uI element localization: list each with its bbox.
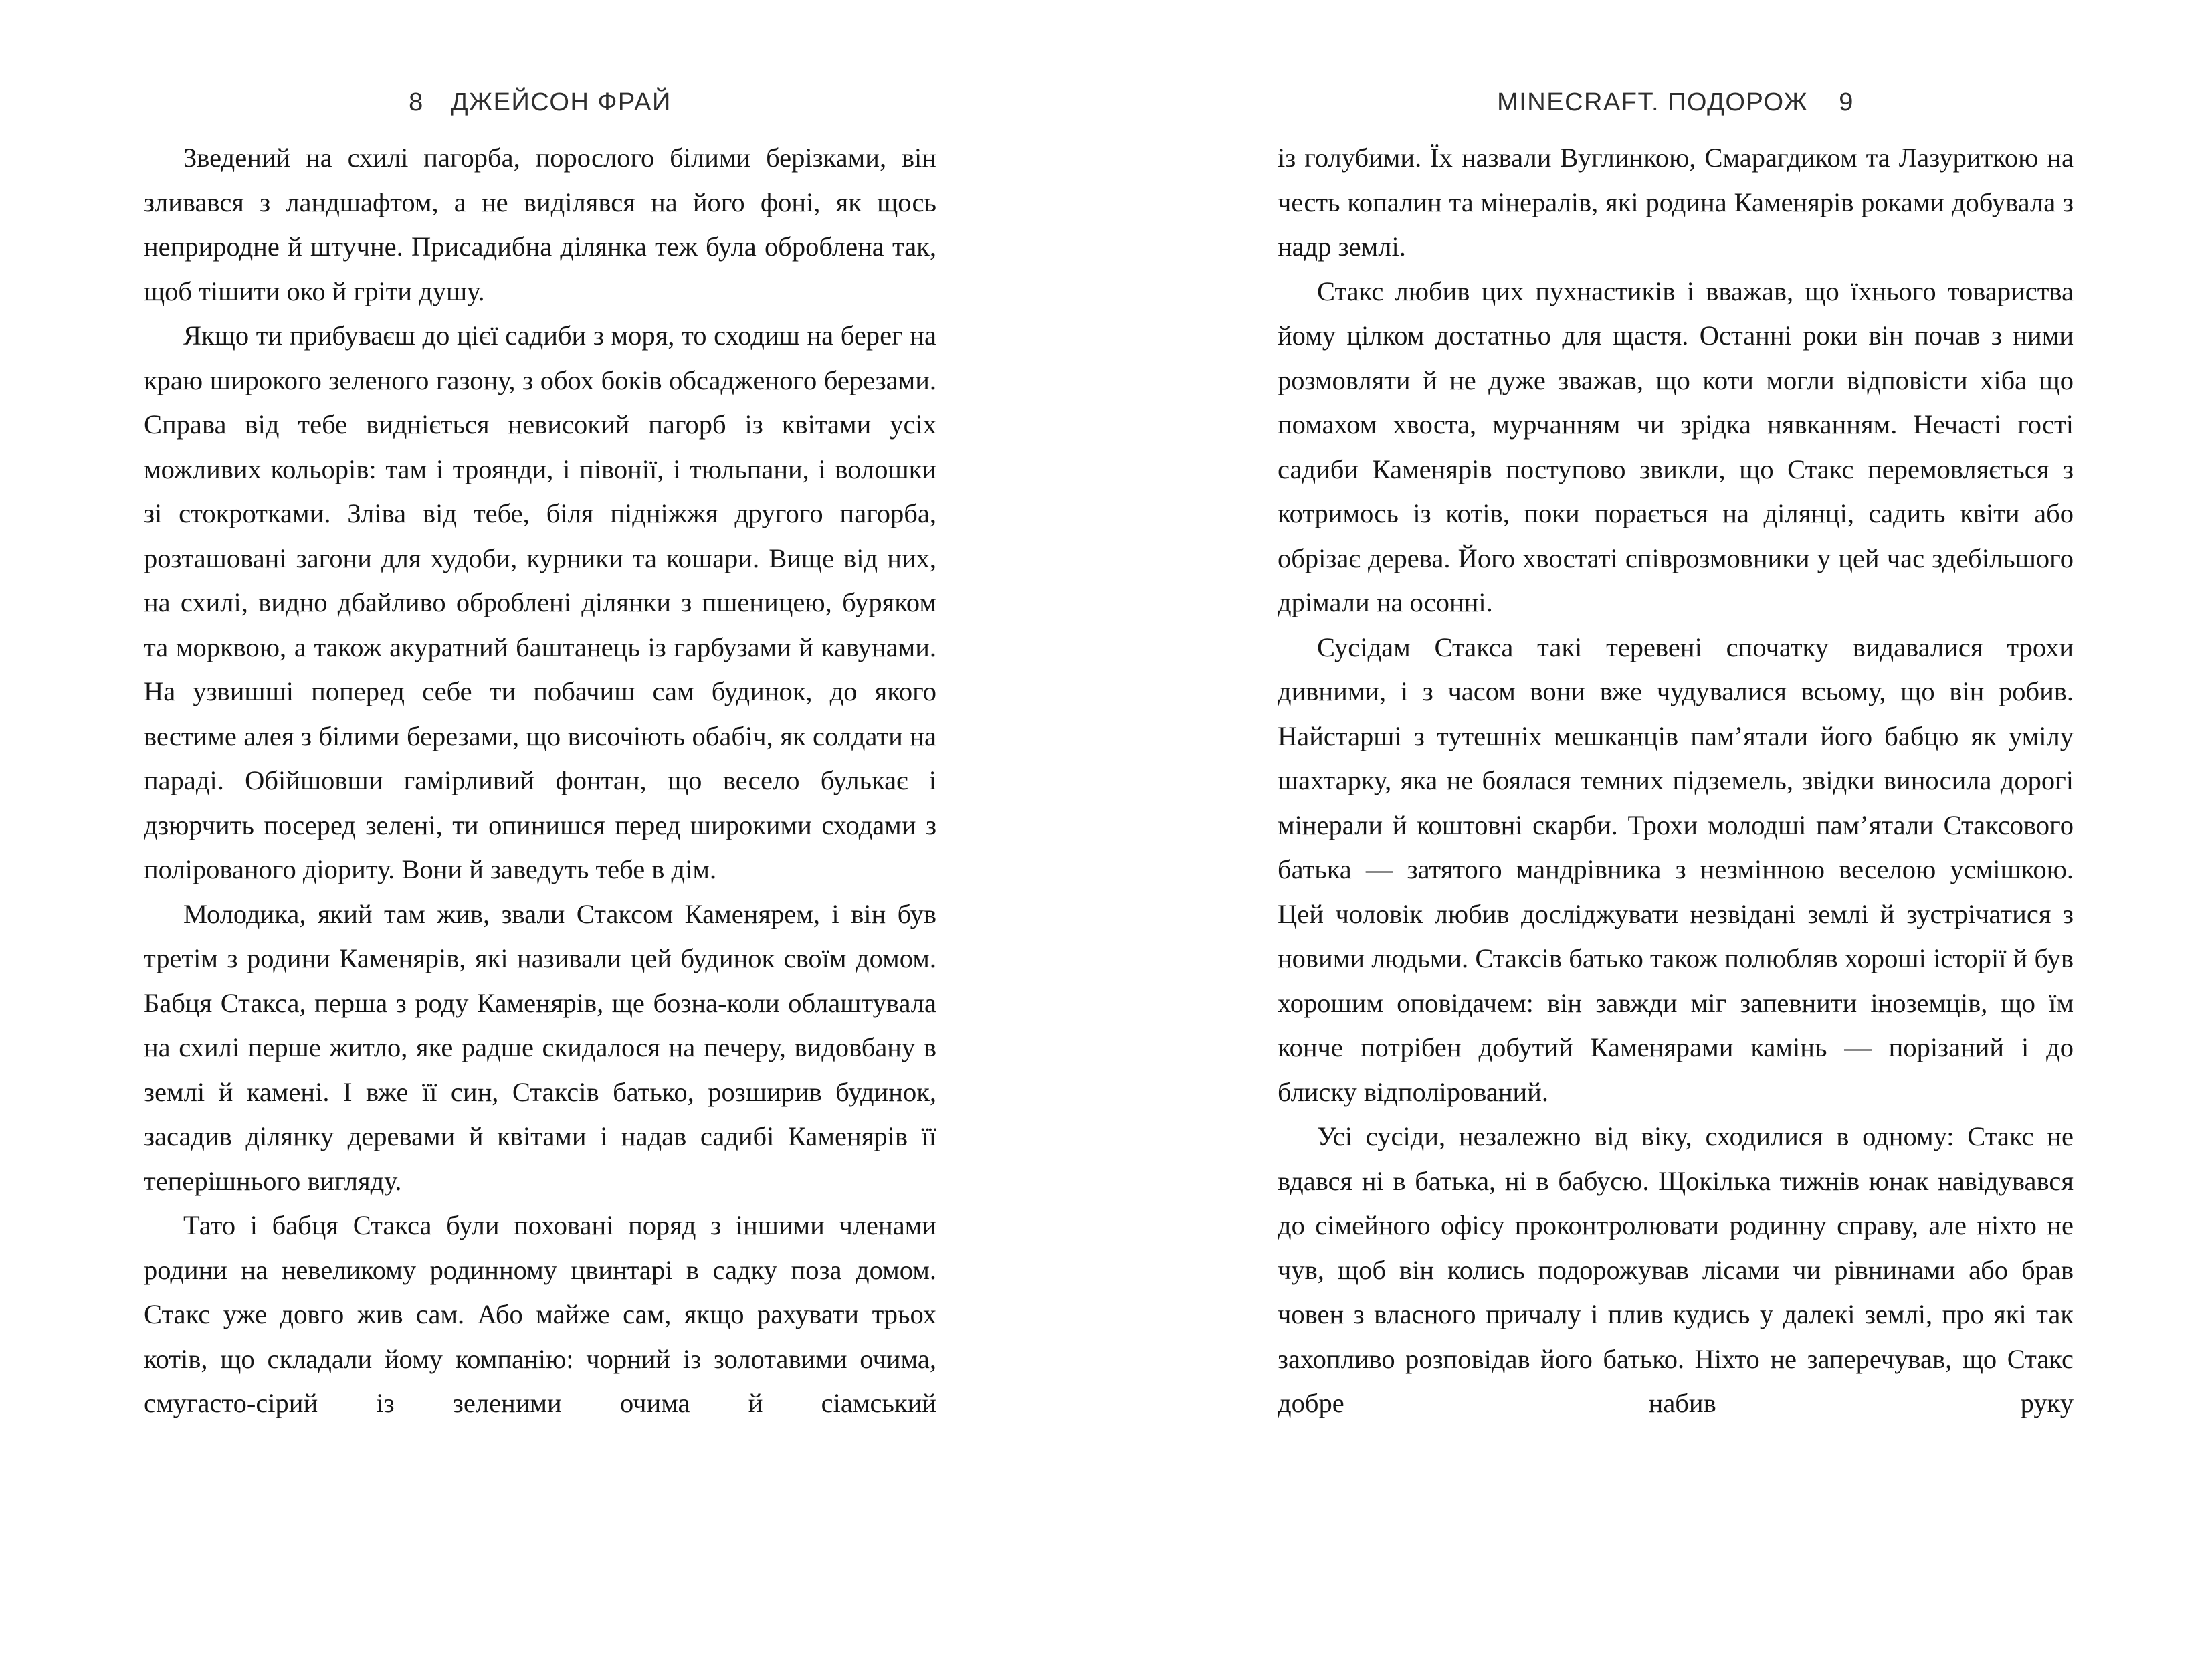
page-number-left: 8	[409, 88, 424, 116]
paragraph: Стакс любив цих пухнастиків і вважав, що їхнього товариства йому цілком достатньо для щастя. Останні роки він почав з ними розмовляти й не дуже зважав, що коти могли відповісти хіба що помахом хвоста, мурчанням чи зрідка нявканням. Нечасті гості садиби Каменярів поступово звикли, що Стакс перемовляється з котримось із котів, поки порається на ділянці, садить квіти або обрізає дерева. Його хвостаті співрозмовники у цей час здебільшого дрімали на осонні.	[1278, 276, 2074, 617]
paragraph: Сусідам Стакса такі теревені спочатку видавалися трохи дивними, і з часом вони вже чудувалися всьому, що він робив. Найстарші з тутешніх мешканців пам’ятали його бабцю як умілу шахтарку, яка не боялася темних підземель, звідки виносила дорогі мінерали й коштовні скарби. Трохи молодші пам’ятали Стаксового батька — затятого мандрівника з незмінною веселою усмішкою. Цей чоловік любив досліджувати незвідані землі й зустрічатися з новими людьми. Стаксів батько також полюбляв хороші історії й був хорошим оповідачем: він завжди міг запевнити іноземців, що їм конче потрібен добутий Каменярами камінь — порізаний і до блиску відполірований.	[1278, 631, 2074, 1107]
running-head-right	[1278, 89, 2074, 116]
paragraph: Тато і бабця Стакса були поховані поряд з іншими членами родини на невеликому родинному цвинтарі в садку поза домом. Стакс уже довго жив сам. Або майже сам, якщо рахувати трьох котів, що складали йому компанію: чорний із золотавими очима, смугасто-сірий із зеленими очима й сіамський	[144, 1210, 936, 1418]
running-title-author: ДЖЕЙСОН ФРАЙ	[450, 88, 672, 116]
paragraph: Якщо ти прибуваєш до цієї садиби з моря, то сходиш на берег на краю широкого зеленого газону, з обох боків обсадженого березами. Справа від тебе видніється невисокий пагорб із квітами усіх можливих кольорів: там і троянди, і півонії, і тюльпани, і волошки зі стокротками. Зліва від тебе, біля підніжжя другого пагорба, розташовані загони для худоби, курники та кошари. Вище від них, на схилі, видно дбайливо оброблені ділянки з пшеницею, буряком та морквою, а також акуратний баштанець із гарбузами й кавунами. На узвишші поперед себе ти побачиш сам будинок, до якого вестиме алея з білими березами, що височіють обабіч, як солдати на параді. Обійшовши гамірливий фонтан, що весело булькає і дзюрчить посеред зелені, ти опинишся перед широкими сходами з полірованого діориту. Вони й заведуть тебе в дім.	[144, 320, 936, 884]
text-column-left	[144, 136, 936, 1426]
paragraph: Молодика, який там жив, звали Стаксом Каменярем, і він був третім з родини Каменярів, які називали цей будинок своїм домом. Бабця Стакса, перша з роду Каменярів, ще бозна-коли облаштувала на схилі перше житло, яке радше скидалося на печеру, видовбану в землі й камені. І вже її син, Стаксів батько, розширив будинок, засадив ділянку деревами й квітами і надав садибі Каменярів її теперішнього вигляду.	[144, 898, 936, 1196]
page-right	[1106, 0, 2212, 1659]
page-number-right: 9	[1839, 88, 1854, 116]
text-column-right	[1278, 136, 2074, 1426]
paragraph: Усі сусіди, незалежно від віку, сходилися в одному: Стакс не вдався ні в батька, ні в бабусю. Щокілька тижнів юнак навідувався до сімейного офісу проконтролювати родинну справу, але ніхто не чув, щоб він колись подорожував лісами чи рівнинами або брав човен з власного причалу і плив кудись у далекі землі, про які так захопливо розповідав його батько. Ніхто не заперечував, що Стакс добре набив руку	[1278, 1121, 2074, 1418]
running-title-book: MINECRAFT. ПОДОРОЖ	[1497, 88, 1809, 116]
running-head-left	[144, 89, 936, 116]
paragraph: із голубими. Їх назвали Вуглинкою, Смарагдиком та Лазуриткою на честь копалин та мінералів, які родина Каменярів роками добувала з надр землі.	[1278, 142, 2074, 262]
paragraph: Зведений на схилі пагорба, порослого білими берізками, він зливався з ландшафтом, а не виділявся на його фоні, як щось неприродне й штучне. Присадибна ділянка теж була оброблена так, щоб тішити око й гріти душу.	[144, 142, 936, 306]
